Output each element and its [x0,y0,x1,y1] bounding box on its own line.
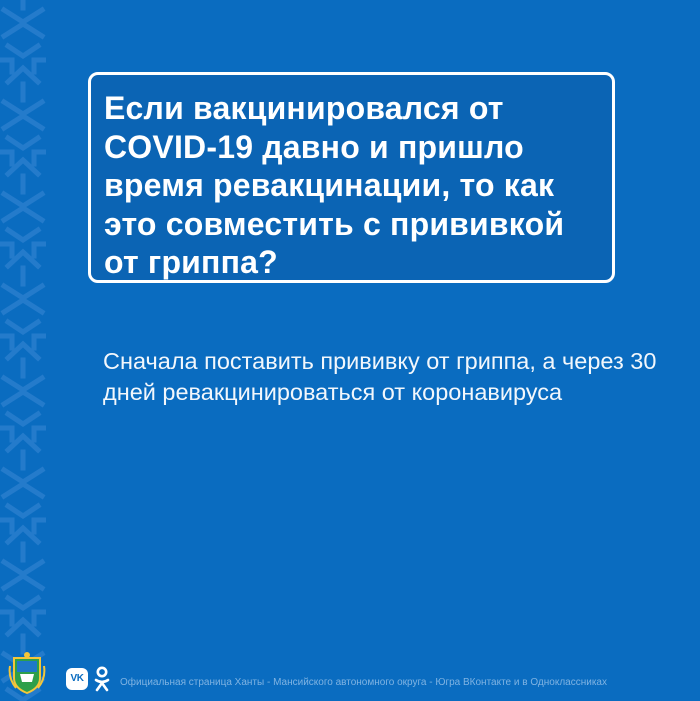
footer [0,650,700,701]
ok-icon[interactable] [94,666,110,692]
ornament-border [0,0,46,701]
answer-text: Сначала поставить прививку от гриппа, а через 30 дней ревакцинироваться от коронавируса [103,348,657,405]
vk-icon[interactable]: VK [66,668,88,690]
footer-caption: Официальная страница Ханты - Мансийского автономного округа - Югра ВКонтакте и в Одноклассниках [120,677,607,688]
coat-of-arms-icon [8,652,46,694]
question-text: Если вакцинировался от COVID-19 давно и пришло время ревакцинации, то как это совместить с прививкой от гриппа? [104,90,565,280]
question-box [88,72,615,283]
